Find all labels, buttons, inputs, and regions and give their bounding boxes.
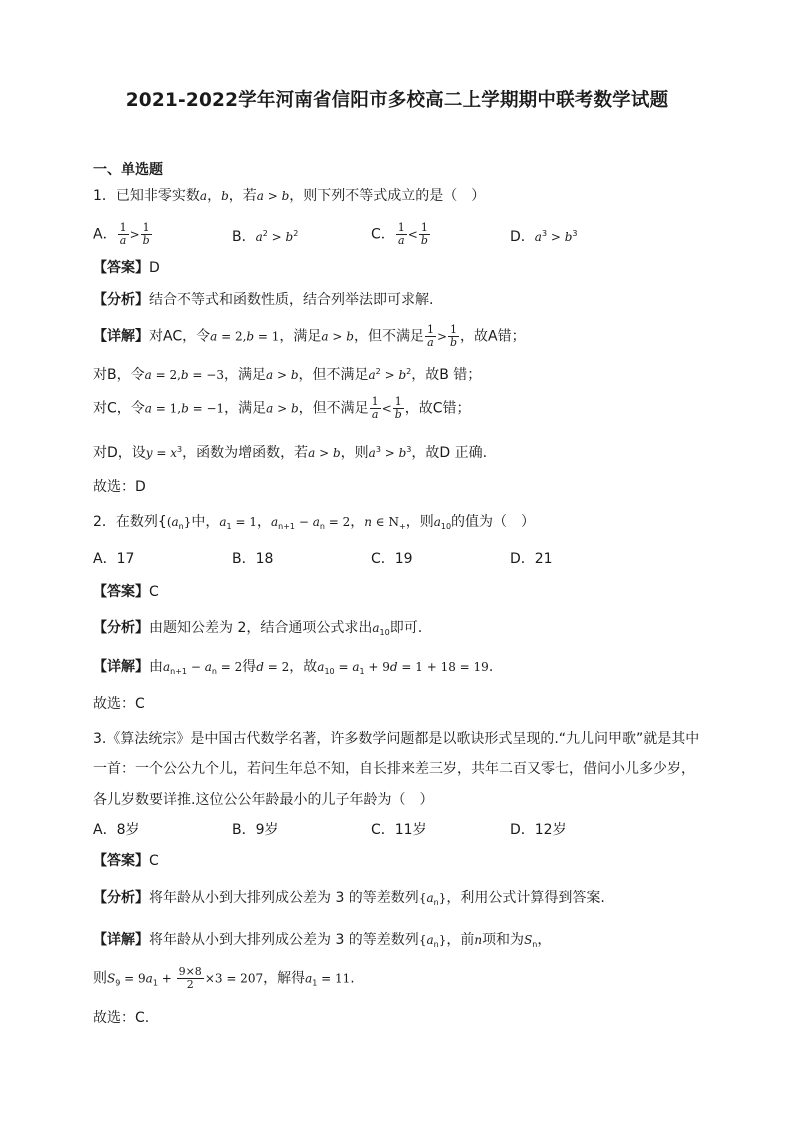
q1-analysis: 【分析】结合不等式和函数性质，结合列举法即可求解. <box>93 292 434 308</box>
q3-analysis: 【分析】将年龄从小到大排列成公差为 3 的等差数列$\{a_n\}$，利用公式计算得到答案. <box>93 890 605 907</box>
q2-conclusion: 故选：C <box>93 696 145 712</box>
q1-detail-line-2: 对B，令a = 2,b = −3，满足a > b，但不满足$a^2 > b^2$，故B 错； <box>93 367 482 383</box>
q1-option-c[interactable]: C． $\frac{1}{a}$ < $\frac{1}{b}$ <box>371 221 428 247</box>
q2-option-d[interactable]: D．21 <box>510 551 553 567</box>
question-3-line-2: 一首：一个公公九个儿，若问生年总不知，自长排来差三岁，共年二百又零七，借问小儿多少岁， <box>93 761 695 777</box>
q2-option-c[interactable]: C．19 <box>371 551 413 567</box>
page-title: 2021-2022学年河南省信阳市多校高二上学期期中联考数学试题 <box>125 90 669 111</box>
q1-option-b[interactable]: B．$a^2 > b^2$ <box>232 229 299 245</box>
q3-option-c[interactable]: C．11岁 <box>371 822 427 838</box>
q2-option-b[interactable]: B．18 <box>232 551 274 567</box>
q1-detail-line-3: 对C，令a = 1,b = −1，满足a > b，但不满足 $\frac{1}{a}$ < $\frac{1}{b}$ ，故C错； <box>93 395 471 421</box>
q1-conclusion: 故选：D <box>93 479 146 495</box>
q1-detail-line-1: 【详解】对AC，令a = 2,b = 1，满足a > b，但不满足 $\frac{1}{a}$ > $\frac{1}{b}$ ，故A错； <box>93 323 526 349</box>
section-heading: 一、单选题 <box>93 162 163 178</box>
q3-detail-line-1: 【详解】将年龄从小到大排列成公差为 3 的等差数列$\{a_n\}$，前n项和为$S_n$， <box>93 932 552 949</box>
q1-option-a[interactable]: A． $\frac{1}{a}$ > $\frac{1}{b}$ <box>93 221 150 247</box>
q3-option-a[interactable]: A．8岁 <box>93 822 140 838</box>
question-3-line-3: 各儿岁数要详推.这位公公年龄最小的儿子年龄为（ ） <box>93 792 434 808</box>
q3-conclusion: 故选：C. <box>93 1010 150 1026</box>
question-2-stem: 2．在数列{$(a_n\}$中，$a_1 = 1$，$a_{n+1} - a_n = 2$，n ∈ $N_+$，则$a_{10}$的值为（ ） <box>93 514 536 531</box>
question-1-stem: 1．已知非零实数a，b，若a > b，则下列不等式成立的是（ ） <box>93 188 486 204</box>
q2-detail: 【详解】由$a_{n+1} - a_n = 2$得d = 2，故$a_{10} = a_1 + 9d = 1 + 18 = 19$. <box>93 659 494 676</box>
q1-detail-line-4: 对D，设$y = x^3$，函数为增函数，若a > b，则$a^3 > b^3$，故D 正确. <box>93 445 488 461</box>
q3-detail-line-2: 则$S_9 = 9a_1$ + $\frac{9\times 8}{2}$ ×3 = 207，解得$a_1 = 11$. <box>93 965 355 991</box>
q3-answer: 【答案】C <box>93 853 159 869</box>
q1-answer: 【答案】D <box>93 260 160 276</box>
q2-analysis: 【分析】由题知公差为 2，结合通项公式求出$a_{10}$即可. <box>93 620 423 637</box>
q2-option-a[interactable]: A．17 <box>93 551 135 567</box>
question-3-line-1: 3.《算法统宗》是中国古代数学名著，许多数学问题都是以歌诀形式呈现的.“九儿问甲歌”就是其中 <box>93 731 700 747</box>
q3-option-d[interactable]: D．12岁 <box>510 822 567 838</box>
q1-option-d[interactable]: D．$a^3 > b^3$ <box>510 229 578 245</box>
q3-option-b[interactable]: B．9岁 <box>232 822 279 838</box>
q2-answer: 【答案】C <box>93 584 159 600</box>
